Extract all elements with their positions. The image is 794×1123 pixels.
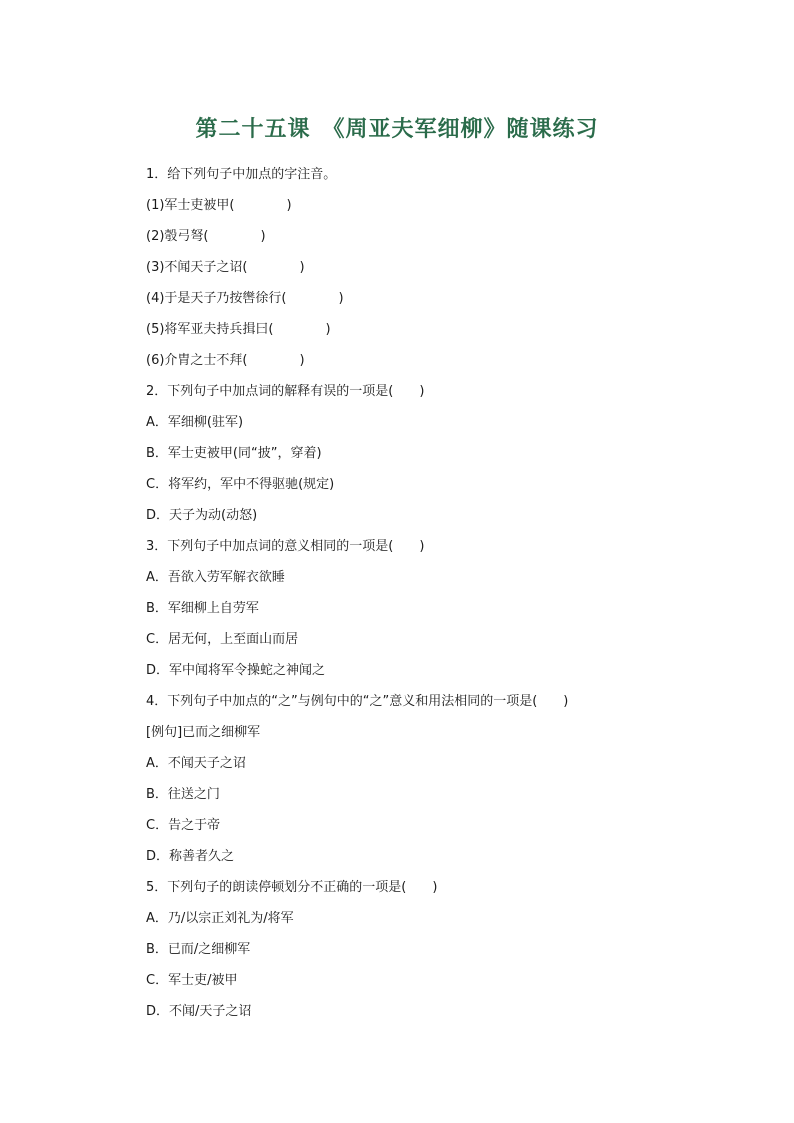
option-line: B．军细柳上自劳军 <box>146 601 259 616</box>
option-line: C．军士吏/被甲 <box>146 973 238 988</box>
option-line: D．不闻/天子之诏 <box>146 1004 252 1019</box>
question-line: 3．下列句子中加点词的意义相同的一项是( ) <box>146 539 425 554</box>
option-line: D．军中闻将军令操蛇之神闻之 <box>146 663 326 678</box>
option-line: A．不闻天子之诏 <box>146 756 246 771</box>
document-title: 第二十五课 《周亚夫军细柳》随课练习 <box>195 116 599 142</box>
option-line: D．称善者久之 <box>146 849 235 864</box>
example-line: [例句]已而之细柳军 <box>146 725 261 740</box>
option-line: D．天子为动(动怒) <box>146 508 258 523</box>
question-line: (4)于是天子乃按辔徐行( ) <box>146 291 344 306</box>
exercise-list <box>146 166 706 1034</box>
option-line: C．将军约，军中不得驱驰(规定) <box>146 477 335 492</box>
question-line: 4．下列句子中加点的“之”与例句中的“之”意义和用法相同的一项是( ) <box>146 694 569 709</box>
option-line: A．军细柳(驻军) <box>146 415 244 430</box>
option-line: A．吾欲入劳军解衣欲睡 <box>146 570 285 585</box>
option-line: B．往送之门 <box>146 787 220 802</box>
option-line: B．军士吏被甲(同“披”，穿着) <box>146 446 322 461</box>
question-line: (1)军士吏被甲( ) <box>146 198 292 213</box>
question-line: 1．给下列句子中加点的字注音。 <box>146 167 337 182</box>
option-line: C．居无何，上至面山而居 <box>146 632 299 647</box>
option-line: B．已而/之细柳军 <box>146 942 251 957</box>
question-line: (3)不闻天子之诏( ) <box>146 260 305 275</box>
question-line: 5．下列句子的朗读停顿划分不正确的一项是( ) <box>146 880 438 895</box>
question-line: (2)彀弓弩( ) <box>146 229 266 244</box>
question-line: (6)介胄之士不拜( ) <box>146 353 305 368</box>
option-line: C．告之于帝 <box>146 818 221 833</box>
question-line: (5)将军亚夫持兵揖曰( ) <box>146 322 331 337</box>
option-line: A．乃/以宗正刘礼为/将军 <box>146 911 294 926</box>
question-line: 2．下列句子中加点词的解释有误的一项是( ) <box>146 384 425 399</box>
